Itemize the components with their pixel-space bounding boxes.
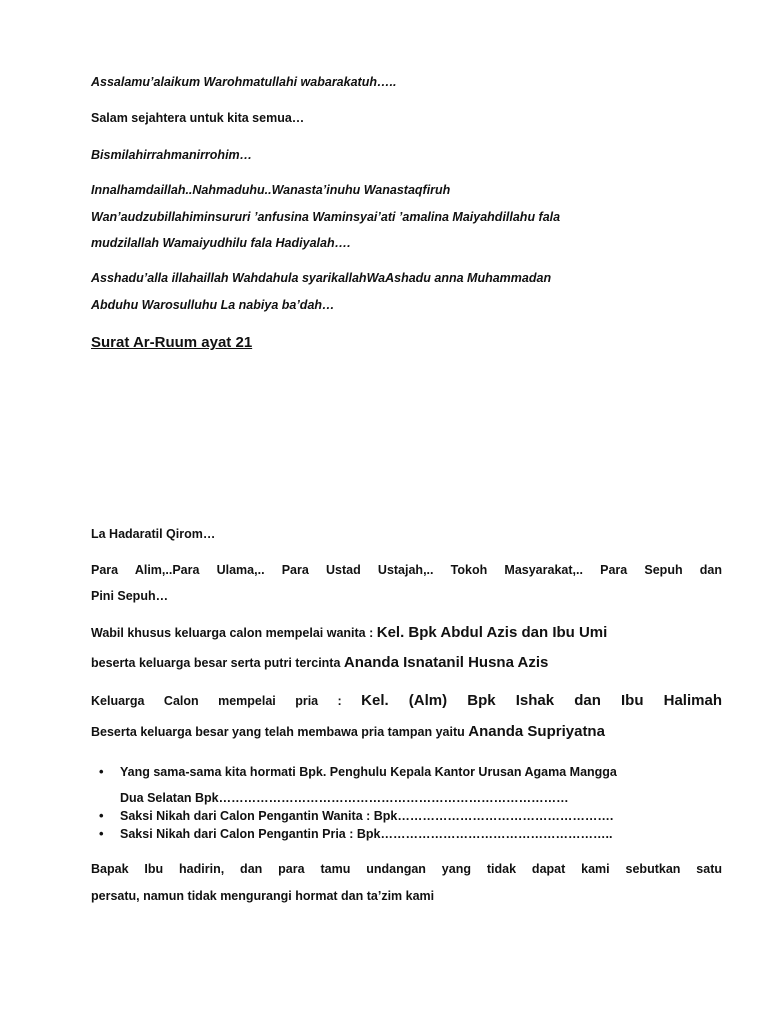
para-line-1: Para Alim,..Para Ulama,.. Para Ustad Ustajah,.. Tokoh Masyarakat,.. Para Sepuh dan [91, 563, 722, 577]
hamdalah-line-2: Wan’audzubillahiminsururi ’anfusina Waminsyai’ati ’amalina Maiyahdillahu fala [91, 210, 561, 224]
hamdalah-line-3: mudzilallah Wamaiyudhilu fala Hadiyalah…. [91, 236, 351, 250]
mempelai-wanita-family: Kel. Bpk Abdul Azis dan Ibu Umi [376, 624, 608, 641]
syahadat-line-1: Asshadu’alla illahaillah Wahdahula syarikallahWaAshadu anna Muhammadan [91, 271, 552, 285]
surat-heading: Surat Ar-Ruum ayat 21 [91, 334, 253, 351]
mempelai-pria-line2-prefix: Beserta keluarga besar yang telah membawa pria tampan yaitu [91, 725, 465, 739]
closing-line-2: persatu, namun tidak mengurangi hormat dan ta’zim kami [91, 889, 435, 903]
para-line-2: Pini Sepuh… [91, 589, 169, 603]
mempelai-wanita-line-2 [91, 654, 548, 671]
mempelai-wanita-bride-name: Ananda Isnatanil Husna Azis [343, 654, 549, 671]
bullet-icon: • [99, 808, 104, 823]
bullet-icon: • [99, 826, 104, 841]
bullet-item-1-line-1: Yang sama-sama kita hormati Bpk. Penghulu Kepala Kantor Urusan Agama Mangga [120, 765, 617, 779]
mempelai-wanita-line2-prefix: beserta keluarga besar serta putri tercinta [91, 656, 341, 670]
syahadat-line-2: Abduhu Warosulluhu La nabiya ba’dah… [91, 298, 335, 312]
sejahtera-line: Salam sejahtera untuk kita semua… [91, 111, 305, 125]
bismillah-line: Bismilahirrahmanirrohim… [91, 148, 253, 162]
mempelai-pria-family: Kel. (Alm) Bpk Ishak dan Ibu Halimah [361, 692, 722, 709]
bullet-item-1-line-2: Dua Selatan Bpk………………………………………………………………………… [120, 791, 569, 805]
mempelai-pria-line [91, 692, 722, 709]
mempelai-pria-line-2 [91, 723, 605, 740]
mempelai-wanita-prefix: Wabil khusus keluarga calon mempelai wanita : [91, 626, 374, 640]
closing-line-1: Bapak Ibu hadirin, dan para tamu undangan yang tidak dapat kami sebutkan satu [91, 862, 722, 876]
hamdalah-line-1: Innalhamdaillah..Nahmaduhu..Wanasta’inuhu Wanastaqfiruh [91, 183, 451, 197]
mempelai-wanita-line [91, 624, 607, 641]
salam-line: Assalamu’alaikum Warohmatullahi wabarakatuh….. [91, 75, 397, 89]
hadarat-line: La Hadaratil Qirom… [91, 527, 216, 541]
bullet-item-3: Saksi Nikah dari Calon Pengantin Pria : Bpk……………………………………………….. [120, 827, 613, 841]
bullet-icon: • [99, 764, 104, 779]
mempelai-pria-groom-name: Ananda Supriyatna [468, 723, 605, 740]
bullet-item-2: Saksi Nikah dari Calon Pengantin Wanita : Bpk……………………………………………. [120, 809, 614, 823]
mempelai-pria-prefix: Keluarga Calon mempelai pria : [91, 694, 342, 708]
